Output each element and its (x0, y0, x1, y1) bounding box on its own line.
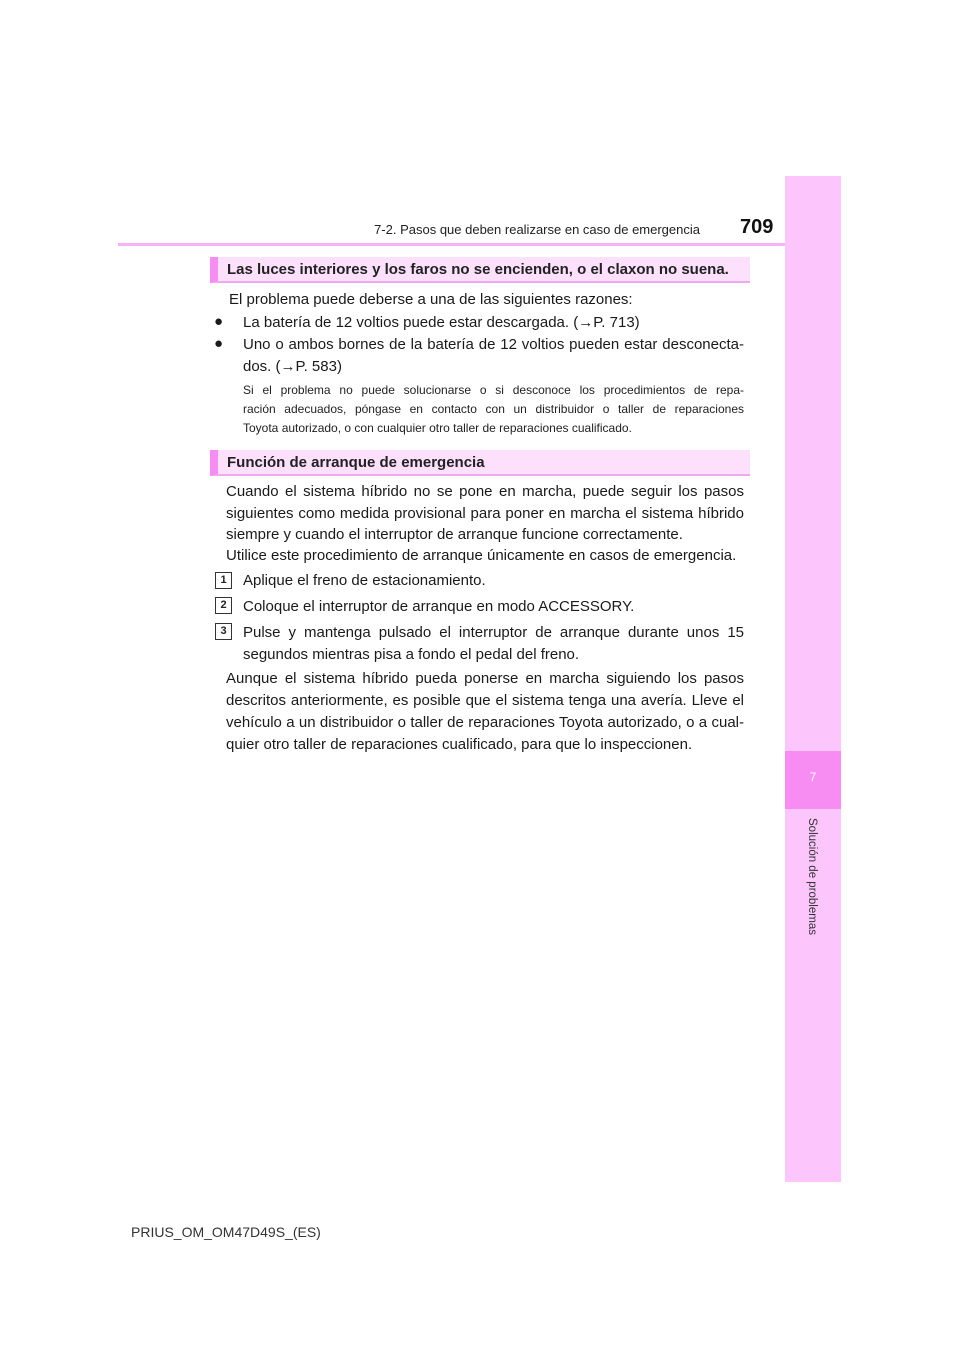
note-line3: Toyota autorizado, o con cualquier otro taller de reparaciones cualificado. (243, 421, 632, 435)
step-3-text-line1: Pulse y mantenga pulsado el interruptor de arranque durante unos 15 (243, 624, 744, 641)
section2-para2: Utilice este procedimiento de arranque únicamente en casos de emergencia. (226, 547, 737, 564)
section-heading-text: Función de arranque de emergencia (227, 454, 485, 471)
step-number-box: 2 (215, 597, 232, 614)
chapter-label: Solución de problemas (806, 818, 818, 935)
section2-para1-line2: siguientes como medida provisional para poner en marcha el sistema híbrido (226, 505, 744, 522)
section2-para3-line3: vehículo a un distribuidor o taller de reparaciones Toyota autorizado, o a cual- (226, 714, 744, 731)
header-section-title: 7-2. Pasos que deben realizarse en caso de emergencia (374, 222, 700, 237)
note-line2: ración adecuados, póngase en contacto con un distribuidor o taller de reparaciones (243, 402, 744, 416)
bullet-dot: ● (214, 335, 224, 352)
section2-para3-line4: quier otro taller de reparaciones cualificado, para que lo inspeccionen. (226, 736, 693, 753)
section2-para1-line3: siempre y cuando el interruptor de arranque funcione correctamente. (226, 526, 683, 543)
chapter-side-tab (785, 176, 841, 1182)
section-heading-text: Las luces interiores y los faros no se encienden, o el claxon no suena. (227, 261, 729, 278)
section-heading-lights (210, 257, 750, 283)
header-divider (118, 243, 840, 246)
bullet-dot: ● (214, 313, 224, 330)
section2-para3-line2: descritos anteriormente, es posible que el sistema tenga una avería. Lleve el (226, 692, 744, 709)
page-number: 709 (740, 216, 774, 238)
section2-para3-line1: Aunque el sistema híbrido pueda ponerse en marcha siguiendo los pasos (226, 670, 744, 687)
note-line1: Si el problema no puede solucionarse o si desconoce los procedimientos de repa- (243, 383, 744, 397)
chapter-number: 7 (809, 770, 817, 784)
bullet-terminals-line1: Uno o ambos bornes de la batería de 12 voltios pueden estar desconecta- (243, 336, 744, 353)
bullet-battery-discharged: La batería de 12 voltios puede estar descargada. (→P. 713) (243, 314, 640, 331)
step-number-box: 1 (215, 572, 232, 589)
section2-para1-line1: Cuando el sistema híbrido no se pone en marcha, puede seguir los pasos (226, 483, 744, 500)
document-code: PRIUS_OM_OM47D49S_(ES) (131, 1224, 321, 1240)
step-2-text: Coloque el interruptor de arranque en modo ACCESSORY. (243, 598, 635, 615)
step-3-text-line2: segundos mientras pisa a fondo el pedal del freno. (243, 646, 580, 663)
section-heading-emergency-start (210, 450, 750, 476)
step-number-box: 3 (215, 623, 232, 640)
step-1-text: Aplique el freno de estacionamiento. (243, 572, 486, 589)
section1-intro: El problema puede deberse a una de las siguientes razones: (229, 291, 633, 308)
bullet-terminals-line2: dos. (→P. 583) (243, 358, 342, 375)
